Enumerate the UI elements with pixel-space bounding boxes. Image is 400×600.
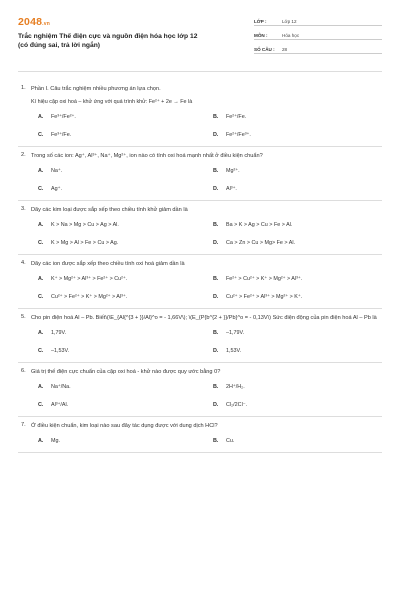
question-number: 2.: [21, 152, 26, 158]
answer-option[interactable]: [213, 168, 388, 174]
option-letter: B.: [213, 438, 219, 444]
answer-options: [38, 384, 382, 416]
option-letter: B.: [213, 330, 219, 336]
document-title: [18, 32, 233, 50]
option-text: –1,79V.: [226, 330, 245, 336]
option-text: K > Mg > Al > Fe > Cu > Ag.: [51, 240, 119, 246]
answer-option[interactable]: [213, 402, 388, 408]
option-letter: D.: [213, 186, 219, 192]
answer-option[interactable]: [38, 186, 213, 192]
question-block: [18, 363, 382, 417]
question-text: Cho pin điện hoá Al – Pb. Biết\(\E_{Al{^{3 + }}/Al}^o = - 1,66V\); \(E_{P{b^{2 + }}/Pb}^o = - 0,13V\) Sức điện động của pin điện hoá Al – Pb là: [31, 315, 377, 321]
answer-option[interactable]: [38, 384, 213, 390]
answer-option[interactable]: [213, 294, 388, 300]
question-number: 6.: [21, 368, 26, 374]
question-text: Dãy các ion được sắp xếp theo chiều tính oxi hoá giảm dần là: [31, 261, 185, 267]
answer-options: [38, 438, 382, 452]
answer-option[interactable]: [38, 294, 213, 300]
answer-options: [38, 114, 382, 146]
question-number: 7.: [21, 422, 26, 428]
option-letter: A.: [38, 438, 44, 444]
question-block: [18, 255, 382, 309]
option-letter: A.: [38, 114, 44, 120]
answer-option[interactable]: [38, 114, 213, 120]
subject-label: MÔN :: [254, 32, 268, 38]
option-text: Cu²⁺ > Fe²⁺ > K⁺ > Mg²⁺ > Al³⁺.: [51, 294, 128, 300]
option-letter: D.: [213, 402, 219, 408]
option-letter: A.: [38, 168, 44, 174]
option-letter: C.: [38, 402, 44, 408]
option-letter: C.: [38, 240, 44, 246]
answer-option[interactable]: [38, 348, 213, 354]
logo-suffix: .vn: [42, 21, 50, 27]
info-box: [254, 14, 382, 56]
answer-option[interactable]: [213, 114, 388, 120]
answer-option[interactable]: [38, 330, 213, 336]
option-letter: D.: [213, 348, 219, 354]
option-text: Mg²⁺.: [226, 168, 240, 174]
question-block: [18, 80, 382, 147]
question-block: [18, 309, 382, 363]
option-letter: C.: [38, 186, 44, 192]
option-text: 1,79V.: [51, 330, 67, 336]
answer-option[interactable]: [213, 132, 388, 138]
question-text: Trong số các ion: Ag⁺, Al³⁺, Na⁺, Mg²⁺, ion nào có tính oxi hoá mạnh nhất ở điều kiện chuẩn?: [31, 153, 263, 159]
option-text: 2H⁺/H₂.: [226, 384, 245, 390]
answer-option[interactable]: [38, 438, 213, 444]
option-letter: B.: [213, 222, 219, 228]
site-logo[interactable]: [18, 16, 50, 28]
info-row-subject: [254, 28, 382, 40]
header-divider: [18, 71, 382, 72]
option-text: Fe²⁺ > Cu²⁺ > K⁺ > Mg²⁺ > Al³⁺.: [226, 276, 303, 282]
question-subtext: Kí hiệu cặp oxi hoá – khử ứng với quá trình khử: Fe²⁺ + 2e → Fe là: [31, 99, 193, 105]
answer-option[interactable]: [213, 384, 388, 390]
logo-text: 2048: [18, 16, 43, 28]
question-number: 4.: [21, 260, 26, 266]
answer-options: [38, 276, 382, 308]
option-text: K > Na > Mg > Cu > Ag > Al.: [51, 222, 119, 228]
option-letter: A.: [38, 384, 44, 390]
question-number: 3.: [21, 206, 26, 212]
option-letter: B.: [213, 384, 219, 390]
answer-option[interactable]: [213, 330, 388, 336]
class-label: LỚP :: [254, 18, 267, 24]
question-text: Dãy các kim loại được sắp xếp theo chiều tính khử giảm dần là: [31, 207, 188, 213]
option-letter: B.: [213, 114, 219, 120]
option-letter: C.: [38, 348, 44, 354]
info-row-class: [254, 14, 382, 26]
answer-option[interactable]: [38, 402, 213, 408]
option-letter: B.: [213, 168, 219, 174]
title-line-2: (có đúng sai, trả lời ngắn): [18, 42, 101, 49]
option-letter: A.: [38, 276, 44, 282]
option-letter: D.: [213, 294, 219, 300]
answer-options: [38, 168, 382, 200]
option-letter: B.: [213, 276, 219, 282]
answer-option[interactable]: [213, 438, 388, 444]
question-text: Ở điều kiện chuẩn, kim loại nào sau đây tác dụng được với dung dịch HCl?: [31, 423, 218, 429]
option-text: Ag⁺.: [51, 186, 62, 192]
option-text: Cl₂/2Cl⁻.: [226, 402, 248, 408]
document-header: [18, 14, 382, 62]
subject-value: Hóa học: [282, 32, 300, 38]
info-row-count: [254, 42, 382, 54]
answer-option[interactable]: [38, 240, 213, 246]
answer-option[interactable]: [38, 222, 213, 228]
answer-option[interactable]: [213, 240, 388, 246]
answer-option[interactable]: [38, 132, 213, 138]
answer-option[interactable]: [38, 168, 213, 174]
option-text: Al³⁺.: [226, 186, 237, 192]
question-count-label: SỐ CÂU :: [254, 46, 275, 52]
option-text: Cu²⁺ > Fe²⁺ > Al³⁺ > Mg²⁺ > K⁺.: [226, 294, 303, 300]
answer-options: [38, 222, 382, 254]
option-text: Fe³⁺/Fe²⁺.: [51, 114, 76, 120]
option-text: –1,53V.: [51, 348, 70, 354]
question-text: Phần I. Câu trắc nghiệm nhiều phương án lựa chọn.: [31, 86, 161, 92]
option-text: Mg.: [51, 438, 60, 444]
option-text: Fe³⁺/Fe.: [51, 132, 72, 138]
option-letter: C.: [38, 294, 44, 300]
question-count-value: 28: [282, 46, 288, 52]
question-list: [18, 80, 382, 453]
option-text: Fe²⁺/Fe.: [226, 114, 247, 120]
answer-option[interactable]: [213, 276, 388, 282]
question-block: [18, 417, 382, 453]
class-value: Lớp 12: [282, 18, 297, 24]
answer-option[interactable]: [213, 222, 388, 228]
question-block: [18, 147, 382, 201]
answer-options: [38, 330, 382, 362]
option-letter: A.: [38, 222, 44, 228]
answer-option[interactable]: [213, 348, 388, 354]
option-text: 1,53V.: [226, 348, 242, 354]
option-text: Ba > K > Ag > Cu > Fe > Al.: [226, 222, 293, 228]
option-text: Na⁺/Na.: [51, 384, 71, 390]
question-number: 5.: [21, 314, 26, 320]
option-letter: D.: [213, 132, 219, 138]
option-text: Al³⁺/Al.: [51, 402, 69, 408]
question-block: [18, 201, 382, 255]
question-text: Giá trị thế điện cực chuẩn của cặp oxi hoá - khử nào được quy ước bằng 0?: [31, 369, 221, 375]
option-letter: A.: [38, 330, 44, 336]
option-text: Cu.: [226, 438, 235, 444]
option-letter: C.: [38, 132, 44, 138]
option-text: K⁺ > Mg²⁺ > Al³⁺ > Fe²⁺ > Cu²⁺.: [51, 276, 128, 282]
option-text: Fe²⁺/Fe³⁺.: [226, 132, 251, 138]
title-line-1: Trắc nghiệm Thế điện cực và nguồn điện hóa học lớp 12: [18, 33, 198, 40]
option-text: Na⁺.: [51, 168, 63, 174]
question-number: 1.: [21, 85, 26, 91]
option-letter: D.: [213, 240, 219, 246]
answer-option[interactable]: [38, 276, 213, 282]
answer-option[interactable]: [213, 186, 388, 192]
option-text: Ca > Zn > Cu > Mg> Fe > Al.: [226, 240, 296, 246]
